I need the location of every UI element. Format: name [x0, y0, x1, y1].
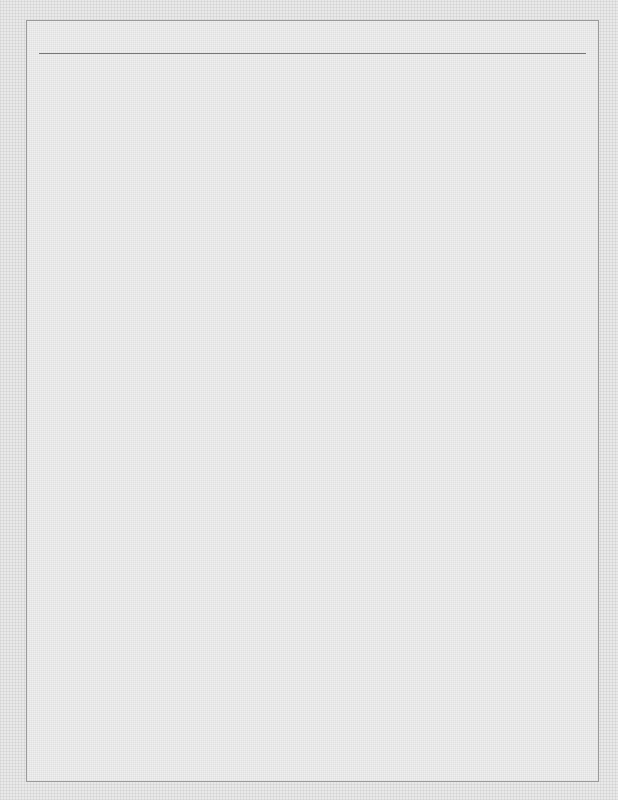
text-columns: [47, 61, 584, 741]
column-3: [416, 61, 584, 741]
column-1: [47, 61, 215, 741]
header-rule: [39, 53, 586, 54]
column-2: [231, 61, 399, 741]
document-page: [26, 20, 599, 782]
